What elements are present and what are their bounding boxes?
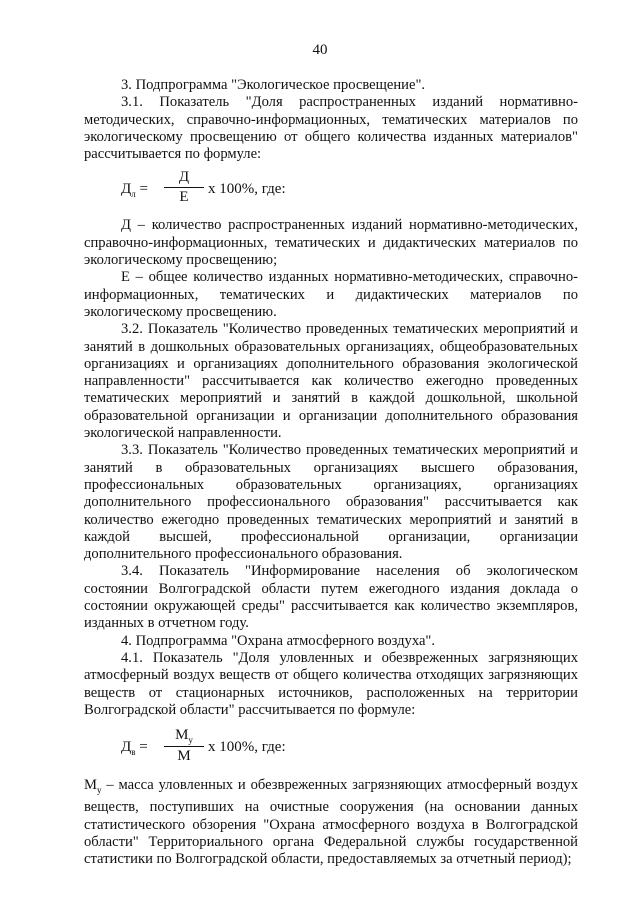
formula-1-lhs: $Д_л$ = bbox=[121, 181, 148, 200]
formula-2-lhs: $Д_в$ = bbox=[121, 739, 148, 758]
paragraph-3-3: 3.3. Показатель "Количество проведенных тематических мероприятий и занятий в образовательных организациях высшего образования, профессиональных образовательных организациях, организациях дополнительного профессионального образования" рассчитывается как количество ежегодно проведенных тематических мероприятий и занятий в каждой высшей, профессиональной организации, организации дополнительного профессионального образования. bbox=[84, 442, 578, 563]
formula-2 bbox=[84, 727, 578, 767]
page-number: 40 bbox=[312, 42, 328, 58]
paragraph-3-4: 3.4. Показатель "Информирование населения об экологическом состоянии Волгоградской области путем ежегодного издания доклада о состоянии окружающей среды" рассчитывается как количество экземпляров, изданных в отчетном году. bbox=[84, 563, 578, 632]
formula-1 bbox=[84, 169, 578, 209]
paragraph-3-1: 3.1. Показатель "Доля распространенных изданий нормативно-методических, справочно-информационных, тематических материалов по экологическому просвещению от общего количества изданных материалов" рассчитывается по формуле: bbox=[84, 94, 578, 163]
section-3-title: 3. Подпрограмма "Экологическое просвещение". bbox=[121, 77, 426, 93]
formula-2-rhs: x 100%, где: bbox=[208, 739, 286, 756]
paragraph-3-2: 3.2. Показатель "Количество проведенных тематических мероприятий и занятий в дошкольных образовательных организациях, общеобразовательных организациях и организациях дополнительного образования экологической направленности" рассчитывается как количество ежегодно проведенных тематических мероприятий и занятий в каждой дошкольной, школьной образовательной организации и организации дополнительного образования экологической направленности. bbox=[84, 321, 578, 442]
paragraph-4-1: 4.1. Показатель "Доля уловленных и обезвреженных загрязняющих атмосферный воздух веществ от общего количества отходящих загрязняющих веществ от стационарных источников, расположенных на территории Волгоградской области" рассчитывается по формуле: bbox=[84, 649, 578, 718]
definition-e: Е – общее количество изданных нормативно-методических, справочно-информационных, тематических и дидактических материалов по экологическому просвещению. bbox=[84, 269, 578, 320]
section-4-title: 4. Подпрограмма "Охрана атмосферного воздуха". bbox=[121, 632, 436, 649]
definition-my: $М_у$ – масса уловленных и обезвреженных загрязняющих атмосферный воздух веществ, поступивших на очистные сооружения (на основании данных статистического обзорения "Охрана атмосферного воздуха в Волгоградской области" Территориального органа Федеральной службы государственной статистики по Волгоградской области, предоставляемых за отчетный период); bbox=[84, 777, 578, 868]
formula-1-fraction: Д Е bbox=[164, 169, 204, 206]
definition-d: Д – количество распространенных изданий нормативно-методических, справочно-информационных, тематических и дидактических материалов по экологическому просвещению; bbox=[84, 217, 578, 269]
formula-2-fraction: $М_у$ М bbox=[164, 727, 204, 765]
formula-1-rhs: x 100%, где: bbox=[208, 181, 286, 198]
document-body bbox=[84, 40, 578, 868]
